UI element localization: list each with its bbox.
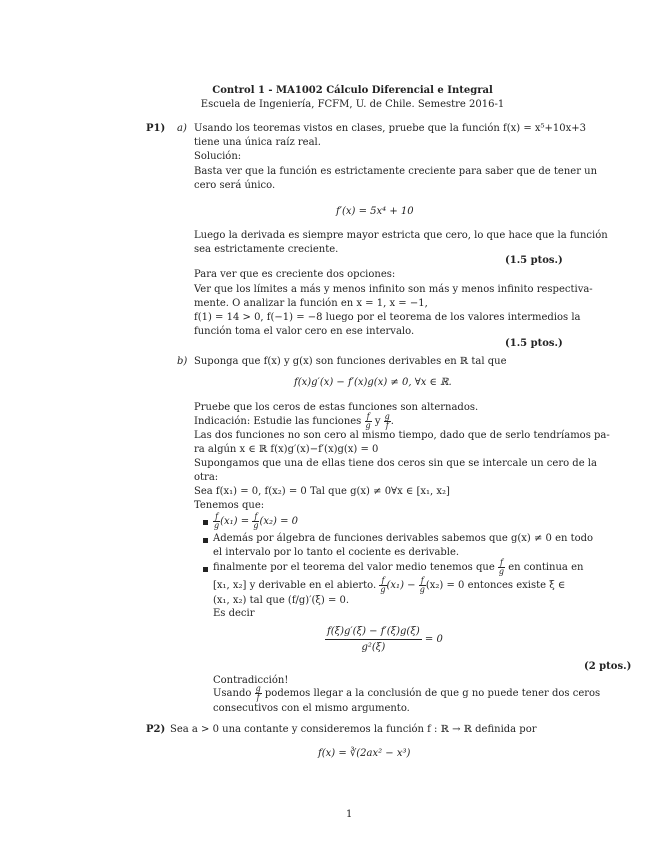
part-a-statement-line1: Usando los teoremas vistos en clases, pruebe que la función f(x) = x⁵+10x+3 bbox=[194, 123, 587, 134]
solution-heading: Solución: bbox=[194, 151, 242, 162]
part-a-text-line: función toma el valor cero en ese intervalo. bbox=[194, 326, 415, 337]
part-a-text-line: Ver que los límites a más y menos infinito son más y menos infinito respectiva- bbox=[194, 284, 593, 295]
part-a-statement-line2: tiene una única raíz real. bbox=[194, 137, 321, 148]
fraction-f-over-g: $\frac{f}{g}$ bbox=[380, 576, 386, 594]
equation-mean-value: $\frac{f(\xi)g'(\xi) - f'(\xi)g(\xi)}{\text{g²(ξ)}}$ = 0 bbox=[327, 626, 443, 653]
bullet-item-2-line2: el intervalo por lo tanto el cociente es derivable. bbox=[213, 547, 460, 558]
es-decir-text: Es decir bbox=[213, 608, 255, 619]
equation-condition: f(x)g′(x) − f′(x)g(x) ≠ 0, ∀x ∈ ℝ. bbox=[294, 377, 452, 388]
fraction-g-over-f: $\frac{g}{f}$ bbox=[255, 684, 261, 702]
fraction-f-over-g: $\frac{f}{g}$ bbox=[214, 512, 220, 530]
bullet-marker bbox=[203, 567, 208, 572]
bullet-item-1: $\frac{f}{g}$ (x₁) = $\frac{f}{g}$ (x₂) = 0 bbox=[214, 512, 298, 530]
points-label: (1.5 ptos.) bbox=[505, 255, 563, 266]
bullet-item-3-line3: (x₁, x₂) tal que (f/g)′(ξ) = 0. bbox=[213, 595, 350, 606]
conclusion-line2: consecutivos con el mismo argumento. bbox=[213, 703, 410, 714]
contradiction-text: Contradicción! bbox=[213, 675, 289, 686]
page-title: Control 1 - MA1002 Cálculo Diferencial e Integral bbox=[212, 85, 493, 96]
part-a-text-line: f(1) = 14 > 0, f(−1) = −8 luego por el teorema de los valores intermedios la bbox=[194, 312, 581, 323]
problem-2-statement: Sea a > 0 una contante y consideremos la función f : ℝ → ℝ definida por bbox=[170, 724, 537, 735]
part-b-statement: Suponga que f(x) y g(x) son funciones derivables en ℝ tal que bbox=[194, 356, 507, 367]
part-a-label: a) bbox=[177, 123, 187, 134]
problem-1-label: P1) bbox=[146, 123, 166, 134]
part-b-text-line: Pruebe que los ceros de estas funciones son alternados. bbox=[194, 402, 479, 413]
bullet-item-2-line1: Además por álgebra de funciones derivables sabemos que g(x) ≠ 0 en todo bbox=[213, 533, 594, 544]
points-label: (1.5 ptos.) bbox=[505, 338, 563, 349]
equation-function-definition: f(x) = ∛(2ax² − x³) bbox=[318, 748, 411, 759]
part-a-text-line: cero será único. bbox=[194, 180, 276, 191]
part-a-text-line: mente. O analizar la función en x = 1, x = −1, bbox=[194, 298, 428, 309]
points-label: (2 ptos.) bbox=[584, 661, 632, 672]
part-a-text-line: Para ver que es creciente dos opciones: bbox=[194, 269, 396, 280]
page-subtitle: Escuela de Ingeniería, FCFM, U. de Chile. Semestre 2016-1 bbox=[200, 99, 505, 110]
part-b-text-line: Las dos funciones no son cero al mismo tiempo, dado que de serlo tendríamos pa- bbox=[194, 430, 610, 441]
problem-2-label: P2) bbox=[146, 724, 166, 735]
part-a-text-line: sea estrictamente creciente. bbox=[194, 244, 339, 255]
fraction-f-over-g: $\frac{f}{g}$ bbox=[365, 412, 371, 430]
page-number: 1 bbox=[346, 809, 353, 820]
bullet-marker bbox=[203, 538, 208, 543]
part-a-text-line: Basta ver que la función es estrictamente creciente para saber que de tener un bbox=[194, 166, 598, 177]
part-b-text-line: otra: bbox=[194, 472, 219, 483]
fraction-f-over-g: $\frac{f}{g}$ bbox=[419, 576, 425, 594]
bullet-item-3-line1: finalmente por el teorema del valor medio tenemos que $\frac{f}{g}$ en continua en bbox=[213, 558, 584, 576]
bullet-item-3-line2: [x₁, x₂] y derivable en el abierto. $\frac{f}{g}$ (x₁) − $\frac{f}{g}$ (x₂) = 0 entonces existe ξ ∈ bbox=[213, 576, 566, 594]
part-b-label: b) bbox=[177, 356, 188, 367]
hint-text: Indicación: Estudie las funciones bbox=[194, 416, 362, 427]
fraction-f-over-g: $\frac{f}{g}$ bbox=[253, 512, 259, 530]
part-b-text-line: Tenemos que: bbox=[194, 500, 265, 511]
big-fraction: $\frac{f(\xi)g'(\xi) - f'(\xi)g(\xi)}{\text{g²(ξ)}}$ bbox=[327, 626, 420, 653]
part-b-text-line: Supongamos que una de ellas tiene dos ceros sin que se intercale un cero de la bbox=[194, 458, 597, 469]
equation-derivative: f′(x) = 5x⁴ + 10 bbox=[336, 206, 414, 217]
hint-line: Indicación: Estudie las funciones $\frac{f}{g}$ y $\frac{g}{f}$ . bbox=[194, 412, 394, 430]
part-b-text-line: ra algún x ∈ ℝ f(x)g′(x)−f′(x)g(x) = 0 bbox=[194, 444, 379, 455]
part-a-text-line: Luego la derivada es siempre mayor estricta que cero, lo que hace que la función bbox=[194, 230, 608, 241]
part-b-text-line: Sea f(x₁) = 0, f(x₂) = 0 Tal que g(x) ≠ 0∀x ∈ [x₁, x₂] bbox=[194, 486, 450, 497]
fraction-f-over-g: $\frac{f}{g}$ bbox=[498, 558, 505, 576]
hint-and: y bbox=[374, 416, 381, 427]
fraction-g-over-f: $\frac{g}{f}$ bbox=[384, 412, 390, 430]
conclusion-line1: Usando $\frac{g}{f}$ podemos llegar a la conclusión de que g no puede tener dos ceros bbox=[213, 684, 601, 702]
bullet-marker bbox=[203, 520, 208, 525]
